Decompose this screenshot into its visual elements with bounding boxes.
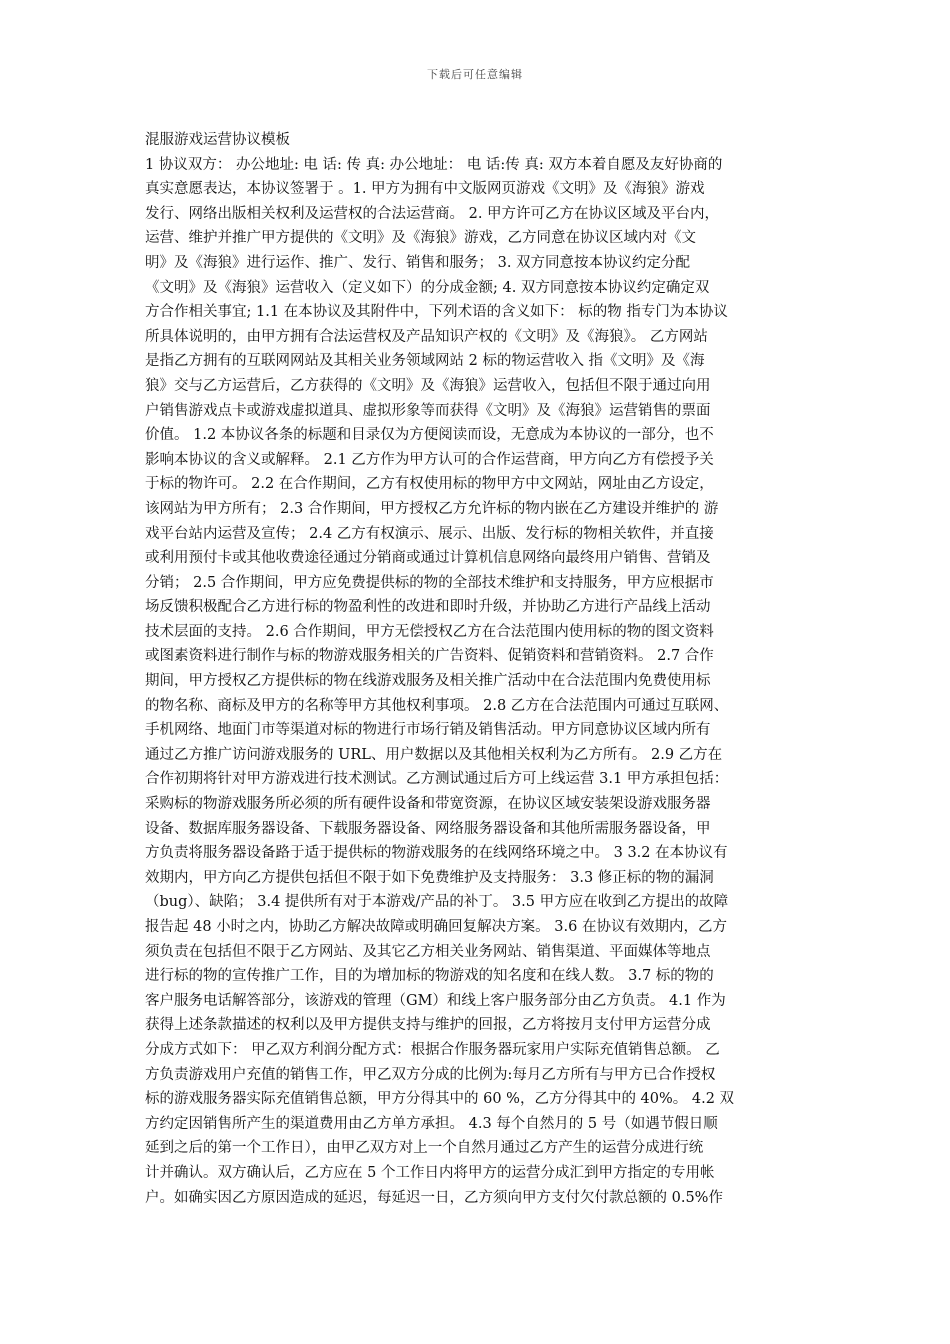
document-text-line: 该网站为甲方所有； 2.3 合作期间，甲方授权乙方允许标的物内嵌在乙方建设并维护的 游 — [145, 500, 719, 517]
document-text-line: 延到之后的第一个工作日），由甲乙双方对上一个自然月通过乙方产生的运营分成进行统 — [145, 1140, 704, 1157]
document-text-line: 方负责将服务器设备路于适于提供标的物游戏服务的在线网络环境之中。 3 3.2 在本协议有 — [145, 845, 728, 862]
document-text-line: 方约定因销售所产生的渠道费用由乙方单方承担。 4.3 每个自然月的 5 号（如遇节假日顺 — [145, 1115, 718, 1132]
document-text-line: 设备、数据库服务器设备、下载服务器设备、网络服务器设备和其他所需服务器设备，甲 — [145, 820, 711, 837]
document-text-line: 须负责在包括但不限于乙方网站、及其它乙方相关业务网站、销售渠道、平面媒体等地点 — [145, 943, 711, 960]
document-text-line: 场反馈积极配合乙方进行标的物盈利性的改进和即时升级，并协助乙方进行产品线上活动 — [145, 599, 711, 616]
document-text-line: 户。如确实因乙方原因造成的延迟，每延迟一日，乙方须向甲方支付欠付款总额的 0.5%作 — [145, 1189, 723, 1206]
document-text — [145, 153, 815, 1211]
document-text-line: 1 协议双方： 办公地址: 电 话: 传 真: 办公地址： 电 话:传 真: 双方本着自愿及友好协商的 — [145, 156, 723, 173]
document-text-line: 发行、网络出版相关权利及运营权的合法运营商。 2. 甲方许可乙方在协议区域及平台内， — [145, 205, 720, 222]
document-text-line: 或利用预付卡或其他收费途径通过分销商或通过计算机信息网络向最终用户销售、营销及 — [145, 550, 711, 567]
document-text-line: 户销售游戏点卡或游戏虚拟道具、虚拟形象等而获得《文明》及《海狼》运营销售的票面 — [145, 402, 711, 419]
document-text-line: 是指乙方拥有的互联网网站及其相关业务领域网站 2 标的物运营收入 指《文明》及《海 — [145, 353, 705, 370]
document-text-line: 方合作相关事宜; 1.1 在本协议及其附件中，下列术语的含义如下： 标的物 指专门为本协议 — [145, 304, 728, 321]
document-text-line: 采购标的物游戏服务所必须的所有硬件设备和带宽资源，在协议区域安装架设游戏服务器 — [145, 796, 711, 813]
document-text-line: 技术层面的支持。 2.6 合作期间，甲方无偿授权乙方在合法范围内使用标的物的图文资料 — [145, 623, 714, 640]
document-text-line: 期间，甲方授权乙方提供标的物在线游戏服务及相关推广活动中在合法范围内免费使用标 — [145, 673, 711, 690]
document-text-line: 运营、维护并推广甲方提供的《文明》及《海狼》游戏，乙方同意在协议区域内对《文 — [145, 230, 696, 247]
page-header: 下载后可任意编辑 — [427, 68, 523, 81]
document-text-line: 《文明》及《海狼》运营收入（定义如下）的分成金额; 4. 双方同意按本协议约定确定双 — [145, 279, 710, 296]
document-text-line: 客户服务电话解答部分，该游戏的管理（GM）和线上客户服务部分由乙方负责。 4.1 作为 — [145, 992, 726, 1009]
document-text-line: 进行标的物的宣传推广工作，目的为增加标的物游戏的知名度和在线人数。 3.7 标的物的 — [145, 968, 714, 985]
document-text-line: 狼》交与乙方运营后，乙方获得的《文明》及《海狼》运营收入，包括但不限于通过向用 — [145, 377, 711, 394]
document-text-line: 计并确认。双方确认后，乙方应在 5 个工作日内将甲方的运营分成汇到甲方指定的专用帐 — [145, 1164, 715, 1181]
document-body — [145, 128, 815, 1210]
document-text-line: 通过乙方推广访问游戏服务的 URL、用户数据以及其他相关权利为乙方所有。 2.9 乙方在 — [145, 746, 723, 763]
document-text-line: 真实意愿表达，本协议签署于 。1. 甲方为拥有中文版网页游戏《文明》及《海狼》游戏 — [145, 181, 705, 198]
document-text-line: 影响本协议的含义或解释。 2.1 乙方作为甲方认可的合作运营商，甲方向乙方有偿授予关 — [145, 451, 714, 468]
document-text-line: 明》及《海狼》进行运作、推广、发行、销售和服务； 3. 双方同意按本协议约定分配 — [145, 254, 691, 271]
document-text-line: 分成方式如下： 甲乙双方利润分配方式：根据合作服务器玩家用户实际充值销售总额。 乙 — [145, 1041, 720, 1058]
document-text-line: 戏平台站内运营及宣传； 2.4 乙方有权演示、展示、出版、发行标的物相关软件，并直接 — [145, 525, 714, 542]
document-text-line: 分销； 2.5 合作期间，甲方应免费提供标的物的全部技术维护和支持服务，甲方应根据市 — [145, 574, 714, 591]
document-text-line: 报告起 48 小时之内，协助乙方解决故障或明确回复解决方案。 3.6 在协议有效期内，乙方 — [145, 919, 727, 935]
document-text-line: 获得上述条款描述的权利以及甲方提供支持与维护的回报，乙方将按月支付甲方运营分成 — [145, 1017, 711, 1034]
document-text-line: 手机网络、地面门市等渠道对标的物进行市场行销及销售活动。甲方同意协议区域内所有 — [145, 722, 711, 739]
document-text-line: 合作初期将针对甲方游戏进行技术测试。乙方测试通过后方可上线运营 3.1 甲方承担包括： — [145, 771, 729, 788]
document-text-line: 所具体说明的，由甲方拥有合法运营权及产品知识产权的《文明》及《海狼》。 乙方网站 — [145, 328, 708, 345]
document-text-line: 于标的物许可。 2.2 在合作期间，乙方有权使用标的物甲方中文网站，网址由乙方设定， — [145, 476, 714, 493]
document-title: 混服游戏运营协议模板 — [145, 132, 290, 148]
document-text-line: 价值。 1.2 本协议各条的标题和目录仅为方便阅读而设，无意成为本协议的一部分，也不 — [145, 427, 714, 444]
document-text-line: 效期内，甲方向乙方提供包括但不限于如下免费维护及支持服务： 3.3 修正标的物的漏洞 — [145, 869, 714, 886]
document-text-line: 的物名称、商标及甲方的名称等甲方其他权利事项。 2.8 乙方在合法范围内可通过互联网、 — [145, 697, 729, 714]
document-text-line: 标的游戏服务器实际充值销售总额，甲方分得其中的 60 %，乙方分得其中的 40%。 4.2 双 — [145, 1091, 735, 1108]
document-text-line: 或图素资料进行制作与标的物游戏服务相关的广告资料、促销资料和营销资料。 2.7 合作 — [145, 648, 714, 665]
document-text-line: 方负责游戏用户充值的销售工作，甲乙双方分成的比例为:每月乙方所有与甲方已合作授权 — [145, 1066, 716, 1083]
document-text-line: （bug）、缺陷； 3.4 提供所有对于本游戏/产品的补丁。 3.5 甲方应在收到乙方提出的故障 — [145, 894, 729, 911]
